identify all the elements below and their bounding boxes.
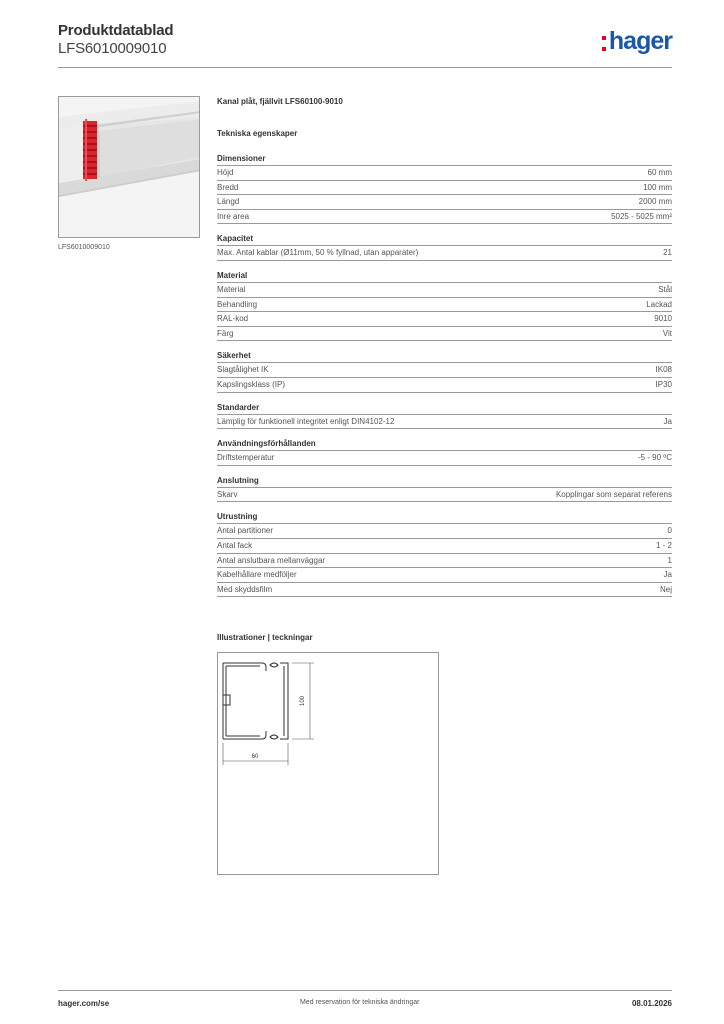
spec-value: -5 - 90 ºC <box>637 453 672 463</box>
footer-website-link[interactable]: hager.com/se <box>58 999 110 1008</box>
duct-drawing-icon <box>218 653 440 876</box>
hager-logo <box>602 28 672 54</box>
spec-row <box>217 363 672 378</box>
spec-value: 21 <box>663 248 672 258</box>
spec-section <box>217 403 672 430</box>
spec-row <box>217 568 672 583</box>
logo-dots-icon <box>602 36 606 51</box>
spec-sections <box>217 154 672 597</box>
spec-row <box>217 312 672 327</box>
spec-section <box>217 234 672 261</box>
spec-label: Kapslingsklass (IP) <box>217 379 286 389</box>
spec-section-title: Dimensioner <box>217 154 672 166</box>
spec-row <box>217 327 672 342</box>
spec-section <box>217 154 672 224</box>
spec-row <box>217 451 672 466</box>
specifications <box>217 96 672 597</box>
spec-row <box>217 298 672 313</box>
spec-label: Färg <box>217 328 234 338</box>
spec-value: 100 mm <box>643 182 672 192</box>
spec-row <box>217 415 672 430</box>
spec-row <box>217 283 672 298</box>
spec-value: IK08 <box>655 365 672 375</box>
spec-value: IP30 <box>655 379 672 389</box>
cable-duct-icon <box>59 97 200 238</box>
spec-row <box>217 378 672 393</box>
product-id: LFS6010009010 <box>58 40 167 57</box>
width-dimension: 60 <box>251 754 259 760</box>
spec-section-title: Anslutning <box>217 476 672 488</box>
spec-label: Med skyddsfilm <box>217 584 273 594</box>
spec-row <box>217 210 672 225</box>
spec-label: Längd <box>217 197 240 207</box>
spec-value: 0 <box>667 526 672 536</box>
spec-label: Max. Antal kablar (Ø11mm, 50 % fyllnad, utan apparater) <box>217 248 419 258</box>
spec-row <box>217 488 672 503</box>
spec-label: Antal partitioner <box>217 526 274 536</box>
spec-section <box>217 271 672 341</box>
spec-value: Ja <box>663 416 672 426</box>
spec-value: Stål <box>658 284 672 294</box>
spec-row <box>217 166 672 181</box>
spec-value: 2000 mm <box>638 197 672 207</box>
spec-label: RAL-kod <box>217 314 249 324</box>
footer-divider <box>58 990 672 991</box>
spec-section-title: Säkerhet <box>217 351 672 363</box>
illustrations-title: Illustrationer | teckningar <box>217 633 313 642</box>
spec-row <box>217 524 672 539</box>
product-image <box>58 96 200 238</box>
spec-value: Kopplingar som separat referens <box>555 489 672 499</box>
spec-section-title: Utrustning <box>217 512 672 524</box>
product-name: Kanal plåt, fjällvit LFS60100-9010 <box>217 97 343 106</box>
spec-row <box>217 583 672 598</box>
spec-section <box>217 439 672 466</box>
tech-properties-title: Tekniska egenskaper <box>217 129 298 138</box>
footer-disclaimer: Med reservation för tekniska ändringar <box>300 999 420 1006</box>
spec-row <box>217 195 672 210</box>
page-header <box>58 20 672 68</box>
spec-value: 60 mm <box>647 168 672 177</box>
height-dimension: 100 <box>300 695 306 707</box>
spec-row <box>217 181 672 196</box>
spec-label: Antal fack <box>217 540 253 550</box>
spec-section-title: Standarder <box>217 403 672 415</box>
spec-section-title: Kapacitet <box>217 234 672 246</box>
spec-section <box>217 512 672 597</box>
spec-label: Höjd <box>217 168 234 177</box>
spec-value: 5025 - 5025 mm² <box>611 211 672 221</box>
spec-label: Kabelhållare medföljer <box>217 570 297 580</box>
spec-row <box>217 246 672 261</box>
spec-value: Vit <box>662 328 672 338</box>
spec-value: 1 - 2 <box>655 540 672 550</box>
spec-value: Lackad <box>646 299 672 309</box>
spec-label: Antal anslutbara mellanväggar <box>217 555 326 565</box>
spec-value: Nej <box>659 584 672 594</box>
spec-section <box>217 351 672 392</box>
spec-label: Slagtålighet IK <box>217 365 269 375</box>
spec-label: Material <box>217 284 246 294</box>
spec-label: Behandling <box>217 299 258 309</box>
technical-drawing <box>217 652 439 875</box>
document-title: Produktdatablad <box>58 22 174 39</box>
logo-text: hager <box>608 26 672 55</box>
spec-row <box>217 539 672 554</box>
spec-section-title: Material <box>217 271 672 283</box>
footer-date: 08.01.2026 <box>631 999 672 1008</box>
spec-label: Lämplig för funktionell integritet enligt DIN4102-12 <box>217 416 395 426</box>
header-divider <box>58 67 672 68</box>
spec-label: Inre area <box>217 211 250 221</box>
spec-value: 1 <box>667 555 672 565</box>
spec-label: Skarv <box>217 489 238 499</box>
spec-row <box>217 554 672 569</box>
spec-value: Ja <box>663 570 672 580</box>
product-image-caption: LFS6010009010 <box>58 244 110 251</box>
spec-section-title: Användningsförhållanden <box>217 439 672 451</box>
spec-value: 9010 <box>654 314 672 324</box>
spec-label: Bredd <box>217 182 239 192</box>
spec-label: Driftstemperatur <box>217 453 275 463</box>
spec-section <box>217 476 672 503</box>
